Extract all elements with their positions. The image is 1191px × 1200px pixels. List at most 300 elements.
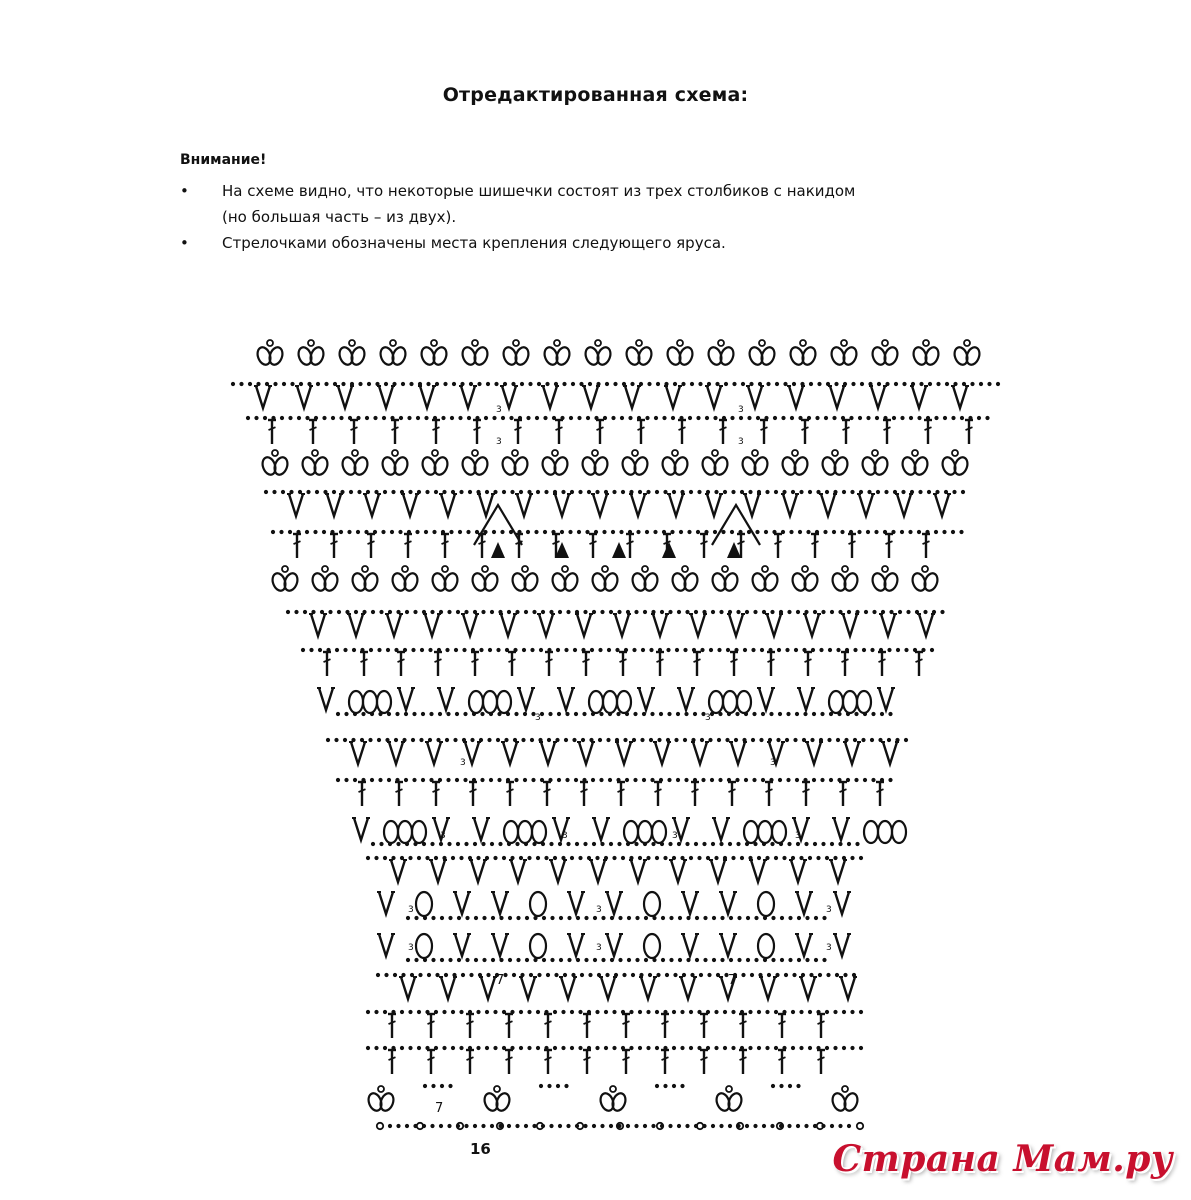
chain-dot: [821, 610, 825, 614]
v-stitch: [767, 614, 781, 636]
chain-dot: [674, 738, 678, 742]
chain-dot: [426, 382, 430, 386]
chain-dot: [745, 1124, 749, 1128]
chain-dot: [774, 856, 778, 860]
chain-dot: [456, 610, 460, 614]
oval-stitch: [644, 892, 660, 916]
chain-dot: [737, 958, 741, 962]
chain-dot: [741, 382, 745, 386]
chain-dot: [842, 1010, 846, 1014]
petal-right: [842, 1091, 859, 1112]
chain-dot: [822, 958, 826, 962]
chart-row: [336, 778, 893, 806]
stitch-count-label: 3: [705, 713, 711, 723]
picot-loop: [472, 340, 478, 346]
chain-dot: [752, 712, 756, 716]
petal-right: [677, 345, 694, 366]
chain-dot: [490, 1124, 494, 1128]
oval-stitch: [589, 691, 603, 713]
chain-dot: [987, 382, 991, 386]
chain-dot: [570, 856, 574, 860]
chain-dot: [778, 712, 782, 716]
chain-dot: [431, 1084, 435, 1088]
chain-dot: [822, 916, 826, 920]
chain-dot: [490, 610, 494, 614]
chain-dot: [629, 1010, 633, 1014]
chain-dot: [851, 382, 855, 386]
v-stitch: [471, 860, 485, 882]
chain-dot: [288, 416, 292, 420]
picot-loop: [282, 566, 288, 572]
chain-dot: [943, 416, 947, 420]
chain-dot: [719, 610, 723, 614]
chain-dot: [694, 842, 698, 846]
chain-dot: [424, 416, 428, 420]
chain-dot: [566, 610, 570, 614]
picot-loop: [595, 340, 601, 346]
chain-dot: [780, 916, 784, 920]
chain-dot: [544, 490, 548, 494]
chain-dot: [663, 490, 667, 494]
petal-right: [912, 455, 929, 476]
stitch-count-label: 3: [440, 831, 446, 841]
chain-dot: [587, 490, 591, 494]
chain-dot: [366, 1010, 370, 1014]
chain-dot: [959, 530, 963, 534]
notice-text: На схеме видно, что некоторые шишечки состоят из трех столбиков с накидом: [222, 182, 856, 200]
chain-dot: [451, 1010, 455, 1014]
chain-dot: [481, 842, 485, 846]
chain-dot: [264, 490, 268, 494]
chain-dot: [731, 856, 735, 860]
chain-dot: [588, 382, 592, 386]
chain-dot: [960, 416, 964, 420]
chain-dot: [697, 490, 701, 494]
stitch-count-label: 3: [408, 943, 414, 953]
chain-dot: [659, 712, 663, 716]
v-stitch: [379, 934, 393, 956]
chain-dot: [833, 1010, 837, 1014]
chain-dot: [487, 738, 491, 742]
v-stitch: [399, 688, 413, 710]
chain-dot: [774, 1046, 778, 1050]
chain-dot: [558, 842, 562, 846]
chain-dot: [830, 610, 834, 614]
chain-dot: [490, 842, 494, 846]
chain-dot: [676, 712, 680, 716]
chain-dot: [598, 738, 602, 742]
chain-dot: [825, 1046, 829, 1050]
chain-dot: [496, 738, 500, 742]
chain-dot: [514, 778, 518, 782]
petal-right: [832, 455, 849, 476]
v-stitch: [338, 386, 352, 408]
chain-dot: [559, 958, 563, 962]
v-stitch: [607, 892, 621, 914]
chain-dot: [408, 490, 412, 494]
chain-dot: [531, 778, 535, 782]
chain-dot: [575, 1124, 579, 1128]
chain-dot: [853, 648, 857, 652]
chain-dot: [791, 490, 795, 494]
chain-dot: [774, 490, 778, 494]
chain-dot: [489, 778, 493, 782]
chain-dot: [847, 1124, 851, 1128]
picot-loop: [722, 566, 728, 572]
chain-dot: [408, 1010, 412, 1014]
chain-dot: [717, 648, 721, 652]
chain-dot: [543, 416, 547, 420]
chain-dot: [796, 610, 800, 614]
v-stitch: [797, 934, 811, 956]
chain-dot: [464, 1124, 468, 1128]
chain-dot: [621, 490, 625, 494]
chain-dot: [711, 610, 715, 614]
chain-dot: [627, 916, 631, 920]
chain-dot: [521, 738, 525, 742]
picot-loop: [872, 450, 878, 456]
chain-dot: [557, 778, 561, 782]
chain-dot: [646, 856, 650, 860]
chain-dot: [942, 530, 946, 534]
chain-dot: [480, 712, 484, 716]
chain-dot: [785, 648, 789, 652]
chain-dot: [519, 856, 523, 860]
chain-dot: [901, 490, 905, 494]
chain-dot: [425, 856, 429, 860]
oval-stitch: [349, 691, 363, 713]
chain-dot: [485, 1046, 489, 1050]
chain-dot: [435, 973, 439, 977]
chain-dot: [246, 416, 250, 420]
oval-stitch: [878, 821, 892, 843]
chain-dot: [463, 778, 467, 782]
v-stitch: [389, 742, 403, 764]
chain-dot: [600, 610, 604, 614]
chain-dot: [451, 856, 455, 860]
chain-dot: [458, 530, 462, 534]
chain-dot: [712, 958, 716, 962]
chain-dot: [566, 1124, 570, 1128]
chain-dot: [448, 1084, 452, 1088]
notice-text: Стрелочками обозначены места крепления следующего яруса.: [222, 234, 726, 252]
chain-dot: [857, 530, 861, 534]
petal-right: [322, 571, 339, 592]
petal-right: [267, 345, 284, 366]
chain-dot: [789, 530, 793, 534]
chart-row: [326, 738, 908, 764]
chain-dot: [406, 916, 410, 920]
chain-dot: [684, 712, 688, 716]
chain-dot: [940, 610, 944, 614]
v-stitch: [501, 614, 515, 636]
chain-dot: [336, 712, 340, 716]
chain-dot: [576, 958, 580, 962]
chain-dot: [493, 1010, 497, 1014]
chart-row: [366, 1046, 863, 1074]
oval-stitch: [709, 691, 723, 713]
v-stitch: [479, 494, 493, 516]
v-stitch: [519, 688, 533, 710]
chain-dot: [442, 1046, 446, 1050]
chain-dot: [465, 958, 469, 962]
chain-dot: [536, 490, 540, 494]
chain-dot: [847, 610, 851, 614]
chain-dot: [420, 648, 424, 652]
chain-dot: [751, 738, 755, 742]
chain-dot: [680, 1010, 684, 1014]
chain-dot: [542, 958, 546, 962]
chain-dot: [813, 842, 817, 846]
chain-dot: [498, 1124, 502, 1128]
chain-dot: [665, 973, 669, 977]
v-stitch: [461, 386, 475, 408]
chain-dot: [812, 712, 816, 716]
v-stitch: [521, 977, 535, 999]
oval-stitch: [857, 691, 871, 713]
notice-heading: Внимание!: [180, 152, 267, 168]
chain-dot: [650, 778, 654, 782]
picot-loop: [792, 450, 798, 456]
chain-dot: [316, 382, 320, 386]
chain-dot: [675, 648, 679, 652]
v-stitch: [801, 977, 815, 999]
chain-dot: [580, 973, 584, 977]
v-stitch: [711, 860, 725, 882]
v-stitch: [671, 860, 685, 882]
chain-dot: [418, 973, 422, 977]
chain-dot: [408, 856, 412, 860]
chain-dot: [507, 1124, 511, 1128]
chain-dot: [447, 610, 451, 614]
v-stitch: [639, 688, 653, 710]
chain-dot: [309, 648, 313, 652]
chain-dot: [808, 1010, 812, 1014]
chain-dot: [850, 856, 854, 860]
chain-dot: [680, 1046, 684, 1050]
oval-stitch: [652, 821, 666, 843]
chain-dot: [687, 530, 691, 534]
v-stitch: [431, 860, 445, 882]
chain-dot: [383, 856, 387, 860]
chain-dot: [872, 610, 876, 614]
chain-dot: [344, 778, 348, 782]
chain-dot: [601, 958, 605, 962]
chain-dot: [771, 1084, 775, 1088]
chain-dot: [672, 1010, 676, 1014]
chain-dot: [668, 1124, 672, 1128]
chain-dot: [361, 712, 365, 716]
chain-dot: [600, 1124, 604, 1128]
chain-dot: [498, 842, 502, 846]
picot-loop: [632, 450, 638, 456]
chain-dot: [486, 973, 490, 977]
chain-dot: [488, 648, 492, 652]
chain-dot: [703, 916, 707, 920]
chain-dot: [661, 958, 665, 962]
chain-dot: [497, 778, 501, 782]
chain-dot: [525, 916, 529, 920]
chain-dot: [566, 842, 570, 846]
chain-dot: [786, 712, 790, 716]
v-stitch: [745, 494, 759, 516]
chain-dot: [625, 778, 629, 782]
oval-stitch: [843, 691, 857, 713]
chain-dot: [459, 856, 463, 860]
chain-dot: [332, 490, 336, 494]
oval-stitch: [416, 892, 432, 916]
chain-dot: [564, 1084, 568, 1088]
chain-dot: [689, 1010, 693, 1014]
chain-dot: [617, 842, 621, 846]
chain-dot: [827, 738, 831, 742]
v-stitch: [714, 818, 728, 840]
stitch-count-label: 3: [826, 943, 832, 953]
chain-dot: [500, 530, 504, 534]
v-stitch: [834, 818, 848, 840]
oval-stitch: [644, 934, 660, 958]
chain-dot: [859, 856, 863, 860]
chain-dot: [711, 842, 715, 846]
chain-dot: [570, 1046, 574, 1050]
picot-loop: [718, 340, 724, 346]
chain-dot: [700, 648, 704, 652]
chain-dot: [440, 1084, 444, 1088]
chart-row: [366, 856, 863, 882]
chain-dot: [657, 738, 661, 742]
chain-dot: [797, 958, 801, 962]
v-stitch: [615, 614, 629, 636]
chain-dot: [604, 1046, 608, 1050]
chain-dot: [609, 610, 613, 614]
chain-dot: [405, 610, 409, 614]
chain-dot: [862, 648, 866, 652]
chain-dot: [734, 738, 738, 742]
chain-dot: [610, 958, 614, 962]
chain-dot: [821, 1124, 825, 1128]
chain-dot: [816, 856, 820, 860]
chain-dot: [393, 973, 397, 977]
chain-dot: [509, 416, 513, 420]
chain-dot: [536, 1046, 540, 1050]
chain-dot: [588, 973, 592, 977]
petal-right: [522, 571, 539, 592]
chain-dot: [609, 842, 613, 846]
chain-dot: [431, 958, 435, 962]
chain-dot: [352, 648, 356, 652]
stitch-count-label: 3: [535, 713, 541, 723]
chain-dot: [785, 738, 789, 742]
chain-dot: [930, 648, 934, 652]
chain-dot: [516, 958, 520, 962]
chain-dot: [405, 1124, 409, 1128]
chain-dot: [867, 490, 871, 494]
oval-stitch: [530, 892, 546, 916]
chain-dot: [888, 778, 892, 782]
picot-loop: [308, 340, 314, 346]
chain-dot: [850, 1010, 854, 1014]
chain-dot: [599, 778, 603, 782]
chain-dot: [730, 530, 734, 534]
chain-dot: [484, 416, 488, 420]
chain-dot: [642, 778, 646, 782]
chain-dot: [371, 610, 375, 614]
chain-dot: [677, 610, 681, 614]
v-stitch: [441, 494, 455, 516]
chain-dot: [536, 1010, 540, 1014]
chain-dot: [751, 648, 755, 652]
chain-dot: [561, 1046, 565, 1050]
chain-dot: [455, 778, 459, 782]
chain-dot: [655, 490, 659, 494]
chain-dot: [740, 856, 744, 860]
v-stitch: [721, 892, 735, 914]
chain-dot: [504, 738, 508, 742]
chain-dot: [271, 530, 275, 534]
chain-dot: [481, 1124, 485, 1128]
chain-dot: [611, 530, 615, 534]
petal-right: [390, 345, 407, 366]
chain-dot: [557, 712, 561, 716]
chain-dot: [493, 1046, 497, 1050]
chain-dot: [356, 530, 360, 534]
chain-dot: [697, 856, 701, 860]
v-stitch: [327, 494, 341, 516]
petal-right: [562, 571, 579, 592]
chain-dot: [870, 648, 874, 652]
chain-dot: [547, 738, 551, 742]
chain-dot: [805, 916, 809, 920]
chain-dot: [248, 382, 252, 386]
chain-dot: [754, 916, 758, 920]
chain-dot: [788, 958, 792, 962]
v-stitch: [683, 934, 697, 956]
chain-dot: [746, 958, 750, 962]
chain-dot: [796, 842, 800, 846]
v-stitch: [679, 688, 693, 710]
v-stitch: [455, 934, 469, 956]
chain-dot: [480, 778, 484, 782]
chain-dot: [728, 1124, 732, 1128]
chain-dot: [572, 738, 576, 742]
chain-dot: [535, 416, 539, 420]
chain-dot: [723, 1010, 727, 1014]
chain-dot: [502, 490, 506, 494]
picot-loop: [882, 340, 888, 346]
chain-dot: [698, 382, 702, 386]
chain-dot: [607, 648, 611, 652]
chain-dot: [760, 648, 764, 652]
chain-dot: [605, 973, 609, 977]
chain-dot: [592, 842, 596, 846]
chain-dot: [724, 382, 728, 386]
chain-dot: [776, 738, 780, 742]
v-stitch: [883, 742, 897, 764]
chain-dot: [877, 382, 881, 386]
chain-dot: [832, 416, 836, 420]
chain-dot: [847, 842, 851, 846]
chain-dot: [508, 958, 512, 962]
chain-dot: [610, 916, 614, 920]
chain-dot: [468, 490, 472, 494]
chain-dot: [482, 958, 486, 962]
chain-dot: [331, 416, 335, 420]
v-stitch: [311, 614, 325, 636]
oval-stitch: [638, 821, 652, 843]
chain-dot: [836, 648, 840, 652]
chain-dot: [446, 712, 450, 716]
chain-dot: [322, 416, 326, 420]
